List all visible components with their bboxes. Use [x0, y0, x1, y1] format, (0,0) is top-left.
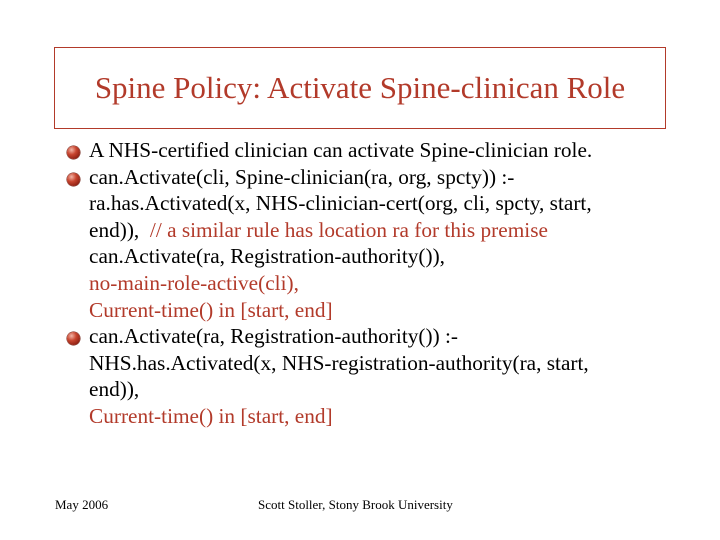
- bullet-item-2: [62, 164, 662, 324]
- rule-body-line: can.Activate(ra, Registration-authority()),: [89, 244, 445, 269]
- bullet-item-3: [62, 323, 662, 429]
- bullet-item-1: [62, 137, 662, 164]
- red-sphere-bullet-icon: [67, 146, 80, 159]
- footer-author: Scott Stoller, Stony Brook University: [258, 497, 453, 512]
- footer-date: May 2006: [55, 497, 109, 512]
- bullet-list: [62, 137, 662, 430]
- red-sphere-bullet-icon: [67, 332, 80, 345]
- rule-head-line: can.Activate(ra, Registration-authority()) :-: [89, 324, 458, 349]
- red-sphere-bullet-icon: [67, 173, 80, 186]
- rule-body-line-highlight: no-main-role-active(cli),: [89, 270, 299, 295]
- rule-head-line: can.Activate(cli, Spine-clinician(ra, org, spcty)) :-: [89, 164, 515, 189]
- slide-title: Spine Policy: Activate Spine-clinican Role: [94, 70, 626, 105]
- rule-body-line: end)),: [89, 377, 140, 402]
- rule-body-text: end)),: [89, 217, 140, 242]
- rule-body-line-with-comment: [89, 217, 662, 244]
- bullet-line: A NHS-certified clinician can activate Spine-clinician role.: [89, 138, 593, 162]
- rule-comment: // a similar rule has location ra for this premise: [149, 217, 548, 242]
- rule-body-line-highlight: Current-time() in [start, end]: [89, 403, 333, 428]
- rule-body-line: ra.has.Activated(x, NHS-clinician-cert(org, cli, spcty, start,: [89, 191, 592, 216]
- rule-body-line: NHS.has.Activated(x, NHS-registration-authority(ra, start,: [89, 350, 589, 375]
- title-box: [54, 47, 666, 129]
- rule-body-line-highlight: Current-time() in [start, end]: [89, 297, 333, 322]
